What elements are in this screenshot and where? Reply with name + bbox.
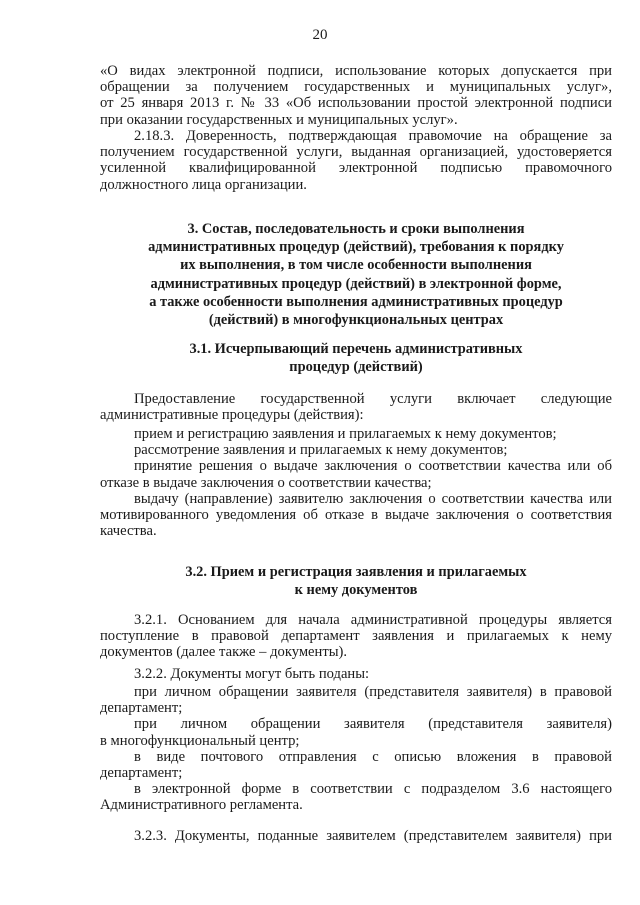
list-item: в электронной форме в соответствии с подразделом 3.6 настоящего (134, 781, 612, 798)
list-item: выдачу (направление) заявителю заключения о соответствии качества или (134, 490, 612, 507)
text-line: «О видах электронной подписи, использование которых допускается при (100, 63, 612, 79)
paragraph-3-2-3 (100, 828, 612, 844)
heading-line: (действий) в многофункциональных центрах (208, 312, 504, 329)
text-line: 3.2.3. Документы, поданные заявителем (представителем заявителя) при (134, 828, 612, 844)
text-line: Предоставление государственной услуги включает следующие (134, 391, 612, 407)
text-line: обращении за получением государственных и муниципальных услуг», (100, 79, 612, 96)
text-line: получением государственной услуги, выданная организацией, удостоверяется (100, 144, 612, 161)
list-item-continuation: отказе в выдаче заключения о соответствии качества; (100, 474, 432, 491)
list-item: при личном обращении заявителя (представителя заявителя) в правовой (134, 684, 612, 700)
paragraph-2-18-3 (100, 128, 612, 193)
heading-line: к нему документов (294, 582, 418, 599)
text-line: документов (далее также – документы). (100, 644, 348, 661)
section-3-heading (100, 220, 612, 329)
list-item-continuation: мотивированного уведомления об отказе в выдаче заключения о соответствия (100, 507, 612, 524)
heading-line: административных процедур (действий), требования к порядку (148, 239, 564, 256)
page-number: 20 (312, 27, 328, 43)
text-line: 3.2.1. Основанием для начала административной процедуры является (134, 612, 612, 628)
heading-line: 3.1. Исчерпывающий перечень административных (189, 341, 523, 357)
text-line: от 25 января 2013 г. № 33 «Об использовании простой электронной подписи (100, 95, 612, 112)
list-item-continuation: в многофункциональный центр; (100, 732, 300, 749)
paragraph-3-2-2 (100, 666, 612, 682)
text-line: 3.2.2. Документы могут быть поданы: (134, 666, 370, 682)
list-item: при личном обращении заявителя (представителя заявителя) (134, 716, 612, 733)
text-line: административные процедуры (действия): (100, 407, 364, 424)
paragraph-3-2-1 (100, 612, 612, 661)
section-3-2-heading (100, 563, 612, 599)
heading-line: 3.2. Прием и регистрация заявления и прилагаемых (185, 564, 527, 580)
submission-ways-list (100, 684, 612, 814)
section-3-1-heading (100, 340, 612, 376)
heading-line: процедур (действий) (289, 359, 423, 376)
list-item: прием и регистрацию заявления и прилагаемых к нему документов; (134, 426, 557, 442)
text-line: поступление в правовой департамент заявления и прилагаемых к нему (100, 628, 612, 645)
text-line: усиленной квалифицированной электронной подписью правомочного (100, 160, 612, 177)
heading-line: административных процедур (действий) в электронной форме, (150, 275, 562, 292)
text-line: при оказании государственных и муниципальных услуг». (100, 111, 458, 128)
heading-line: а также особенности выполнения административных процедур (149, 293, 563, 310)
text-line: 2.18.3. Доверенность, подтверждающая правомочие на обращение за (134, 128, 612, 144)
procedures-list (100, 426, 612, 539)
list-item-continuation: Административного регламента. (100, 797, 303, 814)
heading-line: 3. Состав, последовательность и сроки выполнения (187, 221, 525, 237)
list-item-continuation: качества. (100, 523, 157, 540)
list-item-continuation: департамент; (100, 765, 183, 782)
list-item: в виде почтового отправления с описью вложения в правовой (134, 748, 612, 765)
paragraph-intro (100, 63, 612, 128)
text-line: должностного лица организации. (100, 176, 307, 193)
paragraph-provision (100, 391, 612, 423)
list-item-continuation: департамент; (100, 700, 183, 717)
heading-line: их выполнения, в том числе особенности выполнения (180, 257, 532, 274)
list-item: принятие решения о выдаче заключения о соответствии качества или об (134, 458, 612, 475)
list-item: рассмотрение заявления и прилагаемых к нему документов; (134, 442, 508, 459)
